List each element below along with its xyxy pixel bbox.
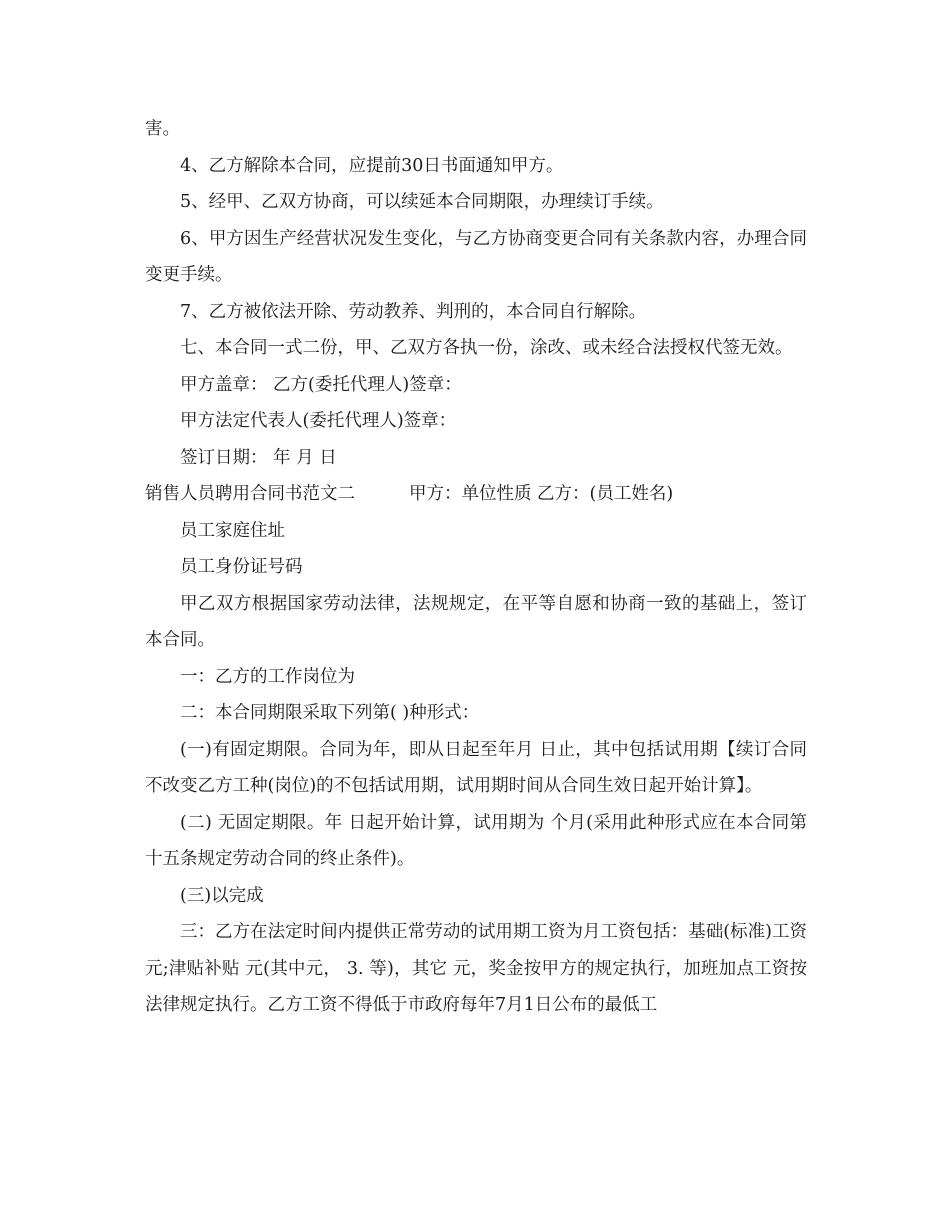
paragraph: 害。 bbox=[145, 119, 180, 139]
paragraph: 员工身份证号码 bbox=[180, 557, 303, 577]
paragraph: 6、甲方因生产经营状况发生变化，与乙方协商变更合同有关条款内容，办理合同变更手续。 bbox=[145, 228, 807, 285]
paragraph: 七、本合同一式二份，甲、乙双方各执一份，涂改、或未经合法授权代签无效。 bbox=[180, 338, 793, 358]
contract-parties: 甲方：单位性质 乙方：(员工姓名) bbox=[409, 484, 674, 504]
paragraph: 5、经甲、乙双方协商，可以续延本合同期限，办理续订手续。 bbox=[180, 192, 664, 212]
paragraph: 签订日期： 年 月 日 bbox=[180, 447, 337, 468]
document-body bbox=[145, 111, 807, 1024]
paragraph: 一：乙方的工作岗位为 bbox=[180, 666, 355, 687]
paragraph: 三：乙方在法定时间内提供正常劳动的试用期工资为月工资包括：基础(标准)工资 元;津贴补贴 元(其中元， 3. 等)，其它 元，奖金按甲方的规定执行，加班加点工资按法律规定执行。乙方工资不得低于市政府每年7月1日公布的最低工 bbox=[145, 922, 807, 1015]
paragraph: 4、乙方解除本合同，应提前30日书面通知甲方。 bbox=[180, 155, 564, 176]
paragraph: 二：本合同期限采取下列第( )种形式： bbox=[180, 703, 480, 723]
paragraph: 甲方法定代表人(委托代理人)签章： bbox=[180, 411, 457, 431]
paragraph: 甲方盖章： 乙方(委托代理人)签章： bbox=[180, 374, 462, 395]
contract-heading-line bbox=[145, 476, 807, 513]
paragraph: 甲乙双方根据国家劳动法律，法规规定，在平等自愿和协商一致的基础上，签订本合同。 bbox=[145, 593, 807, 650]
paragraph: (三)以完成 bbox=[180, 885, 264, 906]
paragraph: (二) 无固定期限。年 日起开始计算，试用期为 个月(采用此种形式应在本合同第十五条规定劳动合同的终止条件)。 bbox=[145, 812, 807, 869]
paragraph: (一)有固定期限。合同为年，即从日起至年月 日止，其中包括试用期【续订合同不改变乙方工种(岗位)的不包括试用期，试用期时间从合同生效日起开始计算】。 bbox=[145, 739, 807, 796]
paragraph: 员工家庭住址 bbox=[180, 520, 285, 541]
paragraph: 7、乙方被依法开除、劳动教养、判刑的，本合同自行解除。 bbox=[180, 301, 647, 322]
contract-title: 销售人员聘用合同书范文二 bbox=[145, 484, 355, 504]
